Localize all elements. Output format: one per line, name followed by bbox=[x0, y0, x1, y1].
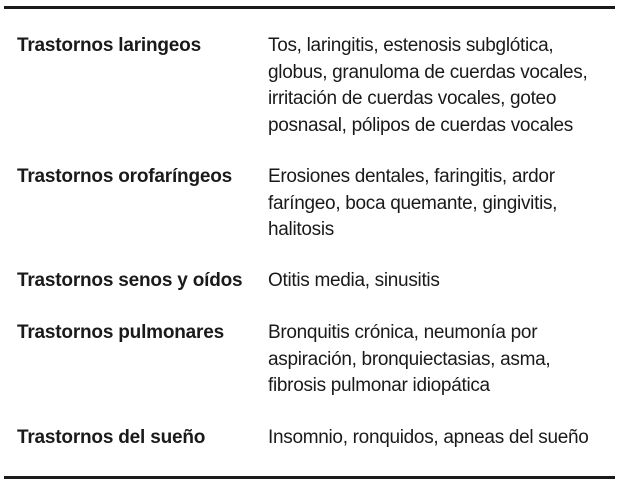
row-label: Trastornos del sueño bbox=[17, 427, 206, 448]
description-line: Tos, laringitis, estenosis subglótica, bbox=[268, 35, 554, 56]
row-label: Trastornos pulmonares bbox=[17, 322, 224, 343]
description-line: globus, granuloma de cuerdas vocales, bbox=[268, 61, 588, 83]
description-line: aspiración, bronquiectasias, asma, bbox=[268, 348, 551, 370]
description-line: Erosiones dentales, faringitis, ardor bbox=[268, 166, 555, 187]
row-description bbox=[268, 33, 613, 139]
description-line: Bronquitis crónica, neumonía por bbox=[268, 322, 538, 343]
row-label: Trastornos laringeos bbox=[17, 35, 201, 56]
row-description bbox=[268, 425, 613, 452]
disorders-table bbox=[4, 6, 615, 479]
table-top-rule bbox=[4, 6, 615, 9]
description-line: posnasal, pólipos de cuerdas vocales bbox=[268, 114, 574, 136]
description-line: Insomnio, ronquidos, apneas del sueño bbox=[268, 427, 589, 448]
row-description bbox=[268, 320, 613, 400]
row-label: Trastornos senos y oídos bbox=[17, 270, 243, 291]
description-line: fibrosis pulmonar idiopática bbox=[268, 375, 490, 396]
table-bottom-rule bbox=[4, 476, 615, 479]
description-line: halitosis bbox=[268, 219, 334, 240]
row-description bbox=[268, 164, 613, 244]
row-description bbox=[268, 268, 613, 295]
row-label: Trastornos orofaríngeos bbox=[17, 166, 232, 187]
description-line: faríngeo, boca quemante, gingivitis, bbox=[268, 192, 558, 214]
description-line: Otitis media, sinusitis bbox=[268, 270, 440, 291]
description-line: irritación de cuerdas vocales, goteo bbox=[268, 88, 557, 109]
